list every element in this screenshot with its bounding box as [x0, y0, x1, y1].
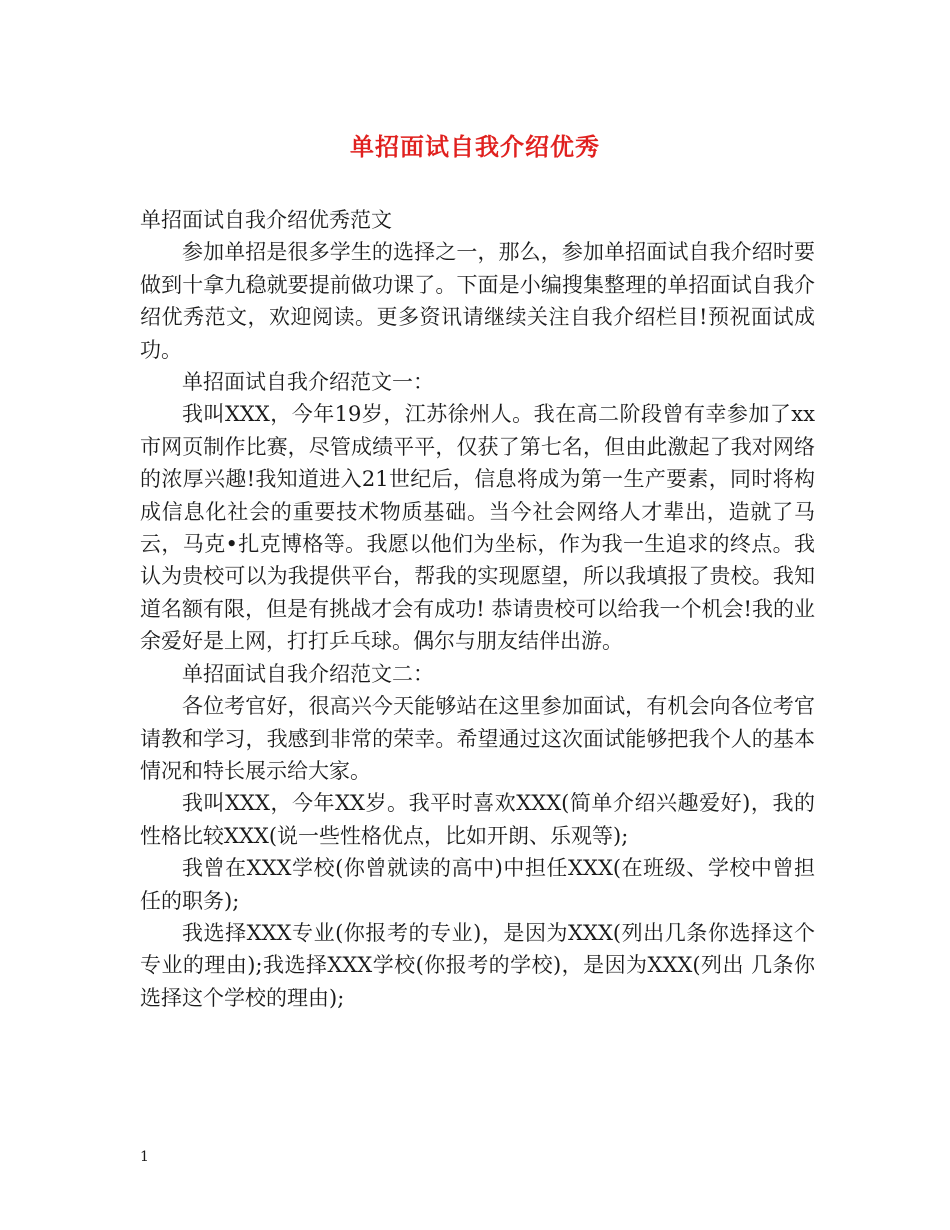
sample-one-heading: 单招面试自我介绍范文一： [182, 370, 434, 395]
school-role-paragraph: 我曾在XXX学校(你曾就读的高中)中担任XXX(在班级、学校中曾担任的职务); [140, 856, 815, 913]
greeting-paragraph: 各位考官好，很高兴今天能够站在这里参加面试，有机会向各位考官请教和学习，我感到非常的荣幸。希望通过这次面试能够把我个人的基本情况和特长展示给大家。 [140, 694, 815, 783]
personal-info-paragraph: 我叫XXX，今年XX岁。我平时喜欢XXX(简单介绍兴趣爱好)，我的性格比较XXX(说一些性格优点，比如开朗、乐观等); [140, 791, 815, 848]
sample-one-paragraph: 我叫XXX，今年19岁，江苏徐州人。我在高二阶段曾有幸参加了xx市网页制作比赛，尽管成绩平平，仅获了第七名，但由此激起了我对网络的浓厚兴趣!我知道进入21世纪后，信息将成为第一生产要素，同时将构成信息化社会的重要技术物质基础。当今社会网络人才辈出，造就了马云，马克•扎克博格等。我愿以他们为坐标，作为我一生追求的终点。我认为贵校可以为我提供平台，帮我的实现愿望，所以我填报了贵校。我知道名额有限，但是有挑战才会有成功! 恭请贵校可以给我一个机会!我的业余爱好是上网，打打乒乓球。偶尔与朋友结伴出游。 [140, 402, 815, 654]
document-body [140, 204, 815, 1014]
document-subtitle: 单招面试自我介绍优秀范文 [140, 208, 392, 232]
document-title: 单招面试自我介绍优秀 [350, 132, 600, 161]
intro-paragraph: 参加单招是很多学生的选择之一，那么，参加单招面试自我介绍时要做到十拿九稳就要提前做功课了。下面是小编搜集整理的单招面试自我介绍优秀范文，欢迎阅读。更多资讯请继续关注自我介绍栏目!预祝面试成功。 [140, 240, 815, 362]
major-choice-paragraph: 我选择XXX专业(你报考的专业)，是因为XXX(列出几条你选择这个专业的理由);我选择XXX学校(你报考的学校)，是因为XXX(列出 几条你选择这个学校的理由); [140, 920, 815, 1010]
sample-two-heading: 单招面试自我介绍范文二： [182, 661, 434, 686]
page-number: 1 [140, 1149, 149, 1165]
